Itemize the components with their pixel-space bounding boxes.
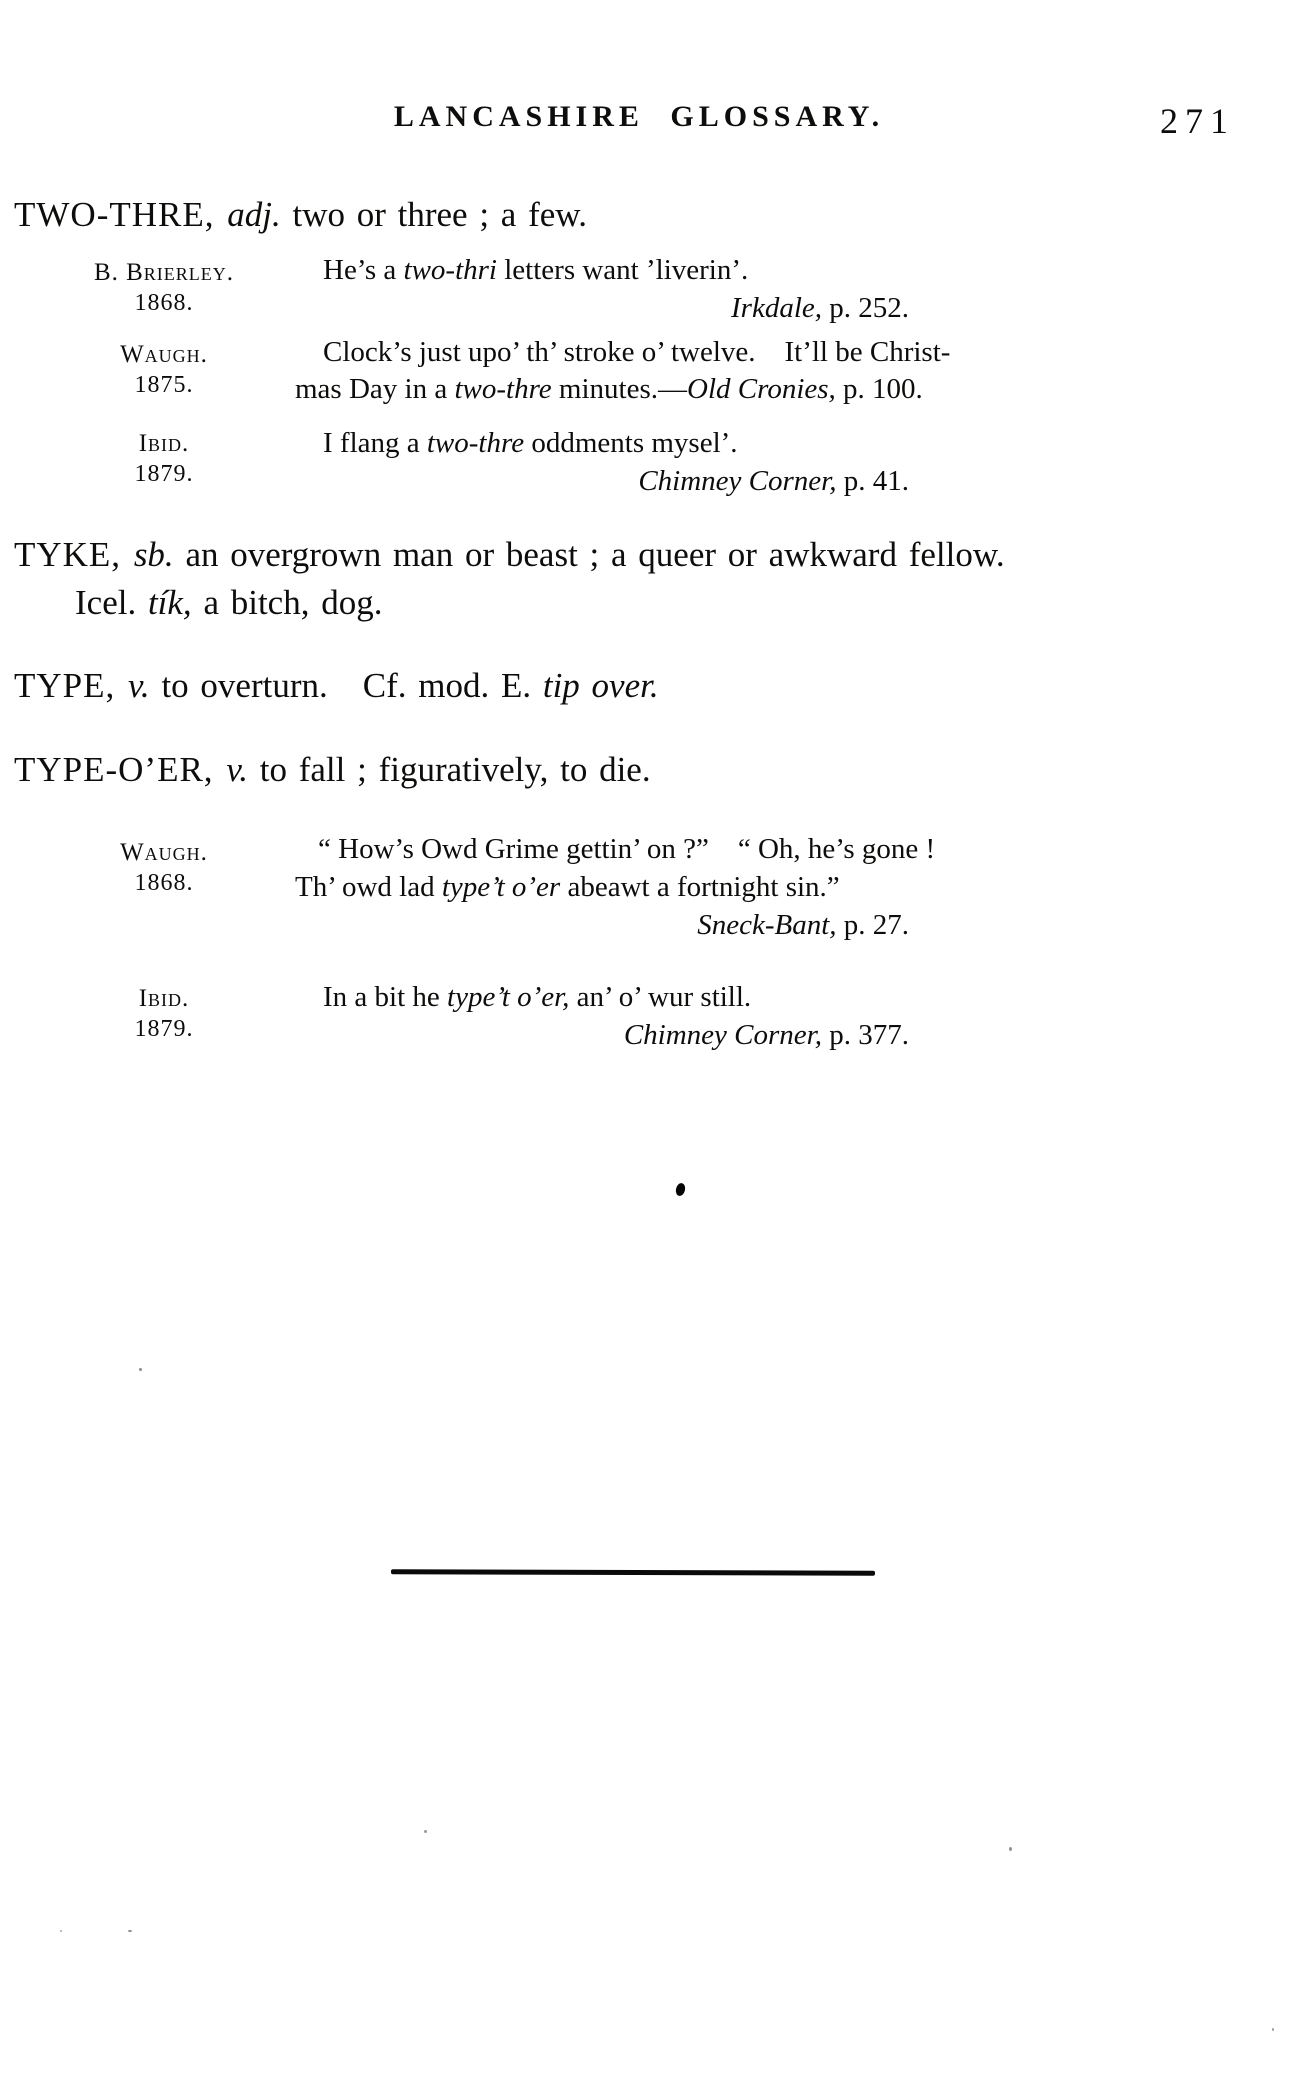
entry-two-thre [14, 195, 587, 235]
citation-source: B. Brierley. [93, 259, 235, 286]
scan-speck [1272, 2028, 1274, 2031]
citation-year: 1868. [134, 290, 194, 316]
page-ref: p. 27. [836, 909, 909, 941]
citation-year: 1875. [134, 372, 194, 398]
entry-type-oer [14, 750, 651, 790]
quote-text: He’s a [323, 254, 404, 286]
attribution-line [323, 292, 909, 325]
part-of-speech: v. [128, 666, 150, 705]
quote-text: abeawt a fortnight sin.” [560, 871, 840, 903]
quote-line [318, 833, 935, 866]
headword: TYPE-O’ER, [14, 750, 227, 789]
citation-source: Waugh. [120, 341, 208, 368]
divider-rule [391, 1569, 875, 1576]
page-ref: p. 100. [835, 373, 923, 405]
page-ref: p. 41. [836, 465, 909, 497]
citation-year: 1868. [134, 870, 194, 896]
quote-line [295, 871, 840, 904]
scan-speck [424, 1830, 427, 1833]
quote-text: letters want ’liverin’. [497, 254, 749, 286]
work-title: Chimney Corner, [638, 465, 837, 497]
citation-source: Ibid. [138, 985, 190, 1012]
quote-line [323, 427, 738, 460]
page-number: 271 [1160, 101, 1235, 141]
headword: TYPE, [14, 666, 128, 705]
quote-line [295, 373, 923, 406]
work-title: Old Cronies, [687, 373, 836, 405]
quote-text: mas Day in a [295, 373, 455, 405]
headword: TYKE, [14, 535, 134, 574]
definition-text: Icel. [75, 583, 148, 622]
scan-speck [128, 1930, 132, 1932]
definition-text: to fall ; figuratively, to die. [248, 750, 651, 789]
quote-line [323, 981, 751, 1014]
dialect-term: type’t o’er [441, 871, 561, 903]
entry-tyke [14, 535, 1005, 575]
quote-text: I flang a [323, 427, 427, 459]
dialect-term: two-thre [426, 427, 525, 459]
work-title: Irkdale, [731, 292, 822, 324]
definition-text: a bitch, dog. [191, 583, 383, 622]
quote-text: minutes.— [551, 373, 688, 405]
quote-text: Clock’s just upo’ th’ stroke o’ twelve. It’ll be Christ- [323, 336, 951, 368]
attribution-line [323, 465, 909, 498]
dialect-term: two-thri [403, 254, 497, 286]
comparison-term: tip over. [542, 666, 659, 705]
headword: TWO-THRE, [14, 195, 228, 234]
quote-text: “ How’s Owd Grime gettin’ on ?” “ Oh, he’s gone ! [318, 833, 936, 865]
citation-source: Ibid. [138, 430, 190, 457]
etymon-term: tík, [147, 583, 192, 622]
scan-speck [60, 1930, 62, 1932]
definition-text: an overgrown man or beast ; a queer or awkward fellow. [173, 535, 1005, 574]
citation-year: 1879. [134, 461, 194, 487]
definition-text: to overturn. Cf. mod. E. [149, 666, 543, 705]
entry-type [14, 666, 659, 706]
quote-line [323, 254, 748, 287]
page-ref: p. 377. [822, 1019, 909, 1051]
definition-text: two or three ; a few. [280, 195, 588, 234]
attribution-line [323, 1019, 909, 1052]
work-title: Chimney Corner, [623, 1019, 822, 1051]
part-of-speech: sb. [133, 535, 174, 574]
dialect-term: type’t o’er, [447, 981, 570, 1013]
work-title: Sneck-Bant, [697, 909, 837, 941]
quote-line [323, 336, 950, 369]
page-title: LANCASHIRE GLOSSARY. [393, 100, 885, 133]
citation-year: 1879. [134, 1016, 194, 1042]
quote-text: an’ o’ wur still. [569, 981, 752, 1013]
ink-dot-artifact [675, 1182, 687, 1197]
part-of-speech: adj. [227, 195, 281, 234]
citation-source: Waugh. [120, 839, 208, 866]
attribution-line [323, 909, 909, 942]
page-ref: p. 252. [822, 292, 909, 324]
scan-speck [139, 1368, 142, 1371]
entry-tyke-etymology [75, 583, 382, 623]
quote-text: Th’ owd lad [295, 871, 442, 903]
dialect-term: two-thre [454, 373, 552, 405]
scan-speck [1009, 1847, 1012, 1851]
quote-text: oddments mysel’. [524, 427, 738, 459]
part-of-speech: v. [226, 750, 248, 789]
quote-text: In a bit he [323, 981, 448, 1013]
